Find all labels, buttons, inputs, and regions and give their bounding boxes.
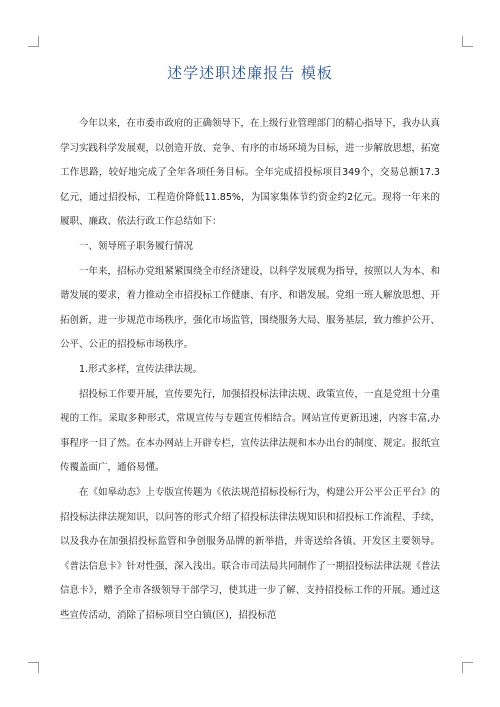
document-body xyxy=(60,112,440,628)
paragraph-publicity: 招投标工作要开展，宣传要先行，加强招投标法律法规、政策宣传，一直是党组十分重视的工作。采取多种形式，常规宣传与专题宣传相结合。网站宣传更新迅速，内容丰富,办事程序一目了然。在本办网站上开辟专栏，宣传法律法规和本办出台的制度、规定。报纸宣传覆盖面广，通俗易懂。 xyxy=(60,388,441,474)
section-heading-1: 一、领导班子职务履行情况 xyxy=(79,240,194,252)
crop-mark-bottom-left xyxy=(28,662,39,673)
crop-mark-bottom-right xyxy=(462,662,473,673)
paragraph-leadership: 一年来，招标办党组紧紧围绕全市经济建设，以科学发展观为指导，按照以人为本、和谐发展的要求，着力推动全市招投标工作健康、有序、和谐发展。党组一班人解放思想、开拓创新，进一步规范市场秩序，强化市场监管，围绕服务大局、服务基层，致力维护公开、公平、公正的招投标市场秩序。 xyxy=(60,265,441,351)
crop-mark-top-right xyxy=(462,36,473,47)
crop-mark-top-left xyxy=(28,36,39,47)
subsection-heading-1: 1.形式多样，宣传法律法规。 xyxy=(79,363,203,375)
paragraph-rugao-dynamics: 在《如皋动态》上专版宣传题为《依法规范招标投标行为，构建公开公平公正平台》的招投标法律法规知识，以问答的形式介绍了招投标法律法规知识和招投标工作流程、手续，以及我办在加强招投标监管和争创服务品牌的新举措，并寄送给各镇、开发区主要领导。《普法信息卡》针对性强，深入浅出。联合市司法局共同制作了一期招投标法律法规《普法信息卡》，赠予全市各级领导干部学习，使其进一步了解、支持招投标工作的开展。通过这些宣传活动，消除了招标项目空白镇(区)，招投标范 xyxy=(60,486,441,621)
document-title: 述学述职述廉报告 模板 xyxy=(167,64,333,82)
paragraph-intro: 今年以来，在市委市政府的正确领导下，在上级行业管理部门的精心指导下，我办认真学习实践科学发展观，以创造开放、竞争、有序的市场环境为目标，进一步解放思想，拓宽工作思路，较好地完成了全年各项任务目标。全年完成招投标项目349个，交易总额17.3亿元，通过招投标，工程造价降低11.85%，为国家集体节约资金约2亿元。现将一年来的履职、廉政、依法行政工作总结如下： xyxy=(60,118,441,228)
